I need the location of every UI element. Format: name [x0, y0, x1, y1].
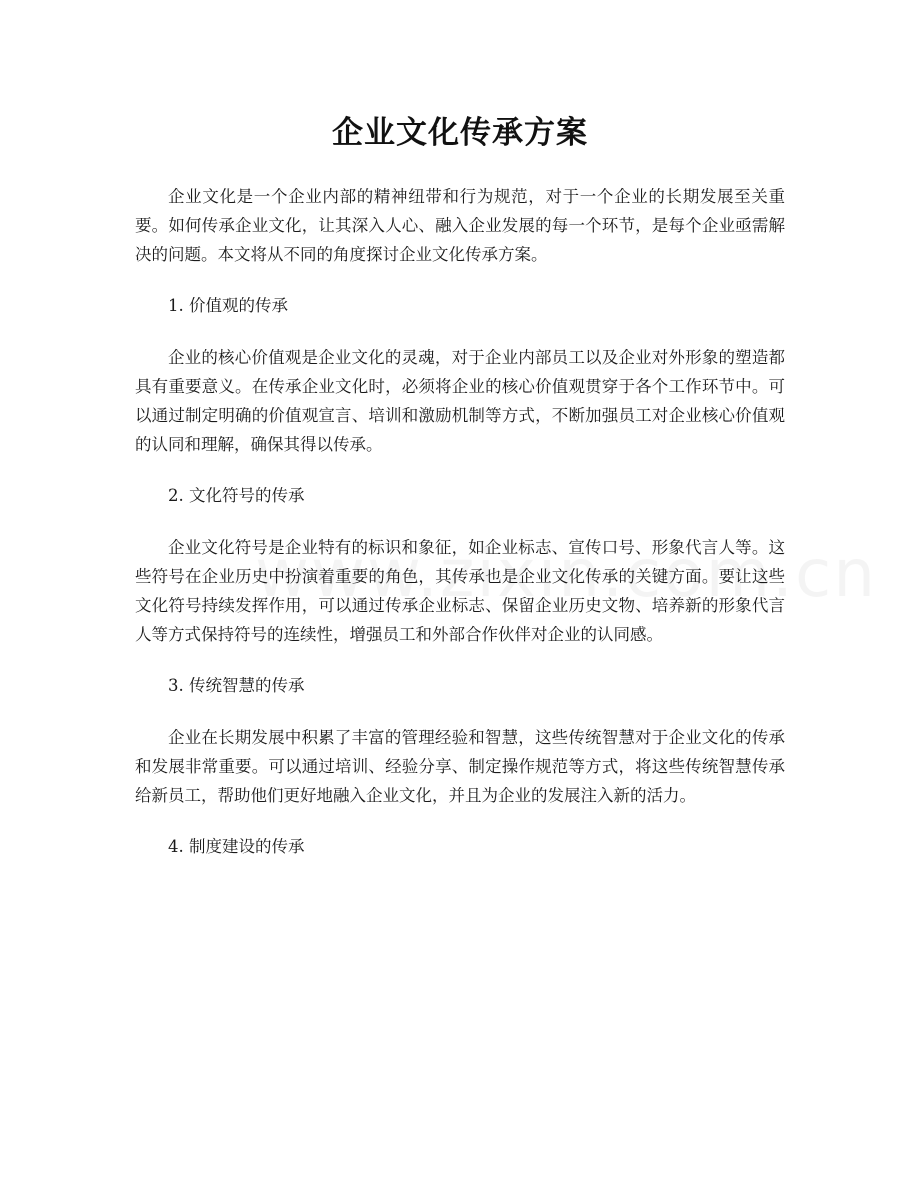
section-body-symbols: 企业文化符号是企业特有的标识和象征，如企业标志、宣传口号、形象代言人等。这些符号在企业历史中扮演着重要的角色，其传承也是企业文化传承的关键方面。要让这些文化符号持续发挥作用，可以通过传承企业标志、保留企业历史文物、培养新的形象代言人等方式保持符号的连续性，增强员工和外部合作伙伴对企业的认同感。	[135, 538, 785, 644]
section-body-wisdom: 企业在长期发展中积累了丰富的管理经验和智慧，这些传统智慧对于企业文化的传承和发展非常重要。可以通过培训、经验分享、制定操作规范等方式，将这些传统智慧传承给新员工，帮助他们更好地融入企业文化，并且为企业的发展注入新的活力。	[135, 728, 785, 805]
section-body-values: 企业的核心价值观是企业文化的灵魂，对于企业内部员工以及企业对外形象的塑造都具有重要意义。在传承企业文化时，必须将企业的核心价值观贯穿于各个工作环节中。可以通过制定明确的价值观宣言、培训和激励机制等方式，不断加强员工对企业核心价值观的认同和理解，确保其得以传承。	[135, 348, 785, 454]
section-heading-values: 1. 价值观的传承	[168, 296, 288, 315]
intro-paragraph: 企业文化是一个企业内部的精神纽带和行为规范，对于一个企业的长期发展至关重要。如何传承企业文化，让其深入人心、融入企业发展的每一个环节，是每个企业亟需解决的问题。本文将从不同的角度探讨企业文化传承方案。	[135, 187, 785, 264]
document-body	[135, 182, 785, 884]
section-heading-system: 4. 制度建设的传承	[168, 837, 305, 856]
section-heading-wisdom: 3. 传统智慧的传承	[168, 676, 305, 695]
section-heading-symbols: 2. 文化符号的传承	[168, 486, 305, 505]
document-title: 企业文化传承方案	[332, 115, 588, 151]
